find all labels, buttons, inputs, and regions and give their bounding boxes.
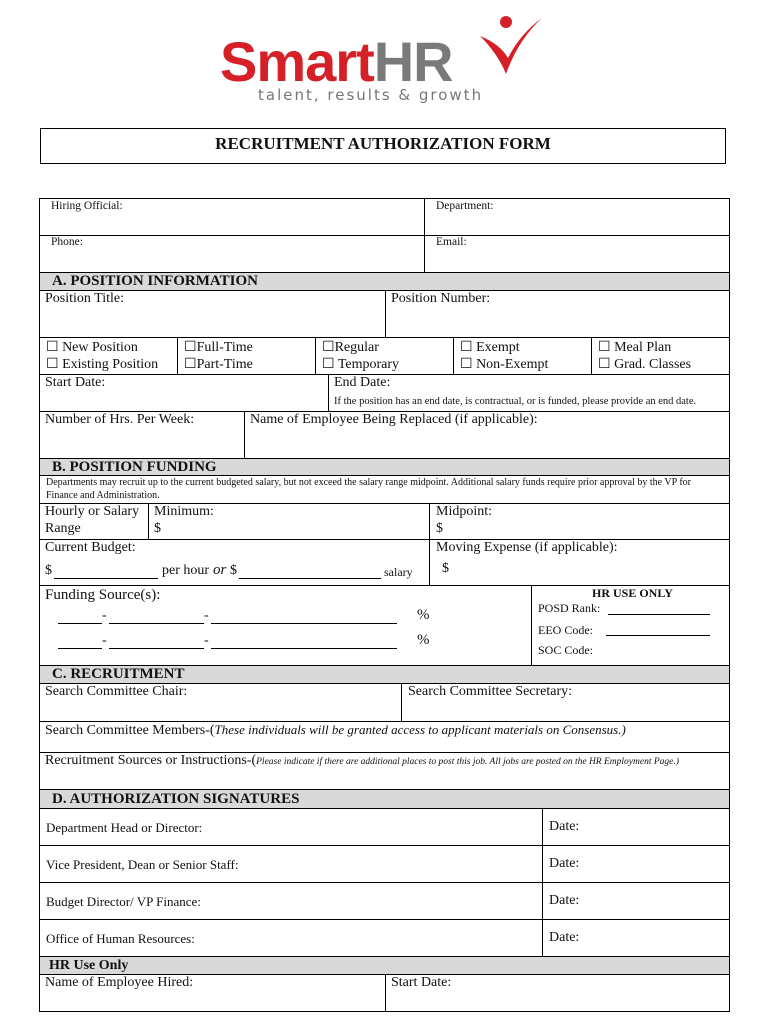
meal-plan-checkbox[interactable]: ☐ Meal Plan [598,339,671,356]
funding-2-part-2[interactable] [109,648,204,649]
email-label: Email: [436,236,467,248]
benefits-group [591,337,730,375]
section-b-header: B. POSITION FUNDING [39,458,730,476]
funding-note: Departments may recruit up to the current budgeted salary, but not exceed the salary range midpoint. Additional salary funds require prior approval by the VP for Finance and Administration. [39,475,730,504]
smarthr-logo [0,14,768,104]
hiring-official-label: Hiring Official: [51,200,123,212]
end-date-note: If the position has an end date, is contractual, or is funded, please provide an end date. [334,396,697,407]
hours-per-week-field[interactable] [39,411,245,459]
email-field[interactable] [424,235,730,273]
committee-secretary-field[interactable] [401,683,730,722]
grad-classes-checkbox[interactable]: ☐ Grad. Classes [598,356,691,373]
funding-1-part-1[interactable] [58,623,102,624]
eeo-code-blank[interactable] [606,635,710,636]
per-hour-blank[interactable] [54,578,158,579]
form-title: RECRUITMENT AUTHORIZATION FORM [40,128,726,164]
hire-start-date-field[interactable] [385,974,730,1012]
position-title-label: Position Title: [45,291,124,306]
posd-rank-blank[interactable] [608,614,710,615]
signature-budget-director[interactable]: Budget Director/ VP Finance: [39,882,543,920]
logo-swoosh-icon [470,14,550,84]
logo-wordmark: SmartHR [220,30,453,93]
section-c-header: C. RECRUITMENT [39,665,730,684]
signature-department-head[interactable]: Department Head or Director: [39,808,543,846]
signature-vice-president[interactable]: Vice President, Dean or Senior Staff: [39,845,543,883]
current-budget-label: Current Budget: [45,540,136,555]
department-field[interactable] [424,198,730,236]
funding-sources-label: Funding Source(s): [45,587,161,603]
funding-1-part-3[interactable] [211,623,397,624]
committee-members-label: Search Committee Members-(These individuals will be granted access to applicant materials on Consensus.) [45,722,626,738]
employee-hired-field[interactable] [39,974,386,1012]
position-type-group [39,337,178,375]
employment-type-group [315,337,454,375]
section-a-header: A. POSITION INFORMATION [39,272,730,291]
funding-2-part-1[interactable] [58,648,102,649]
hourly-salary-range-label: Hourly or Salary Range [39,503,149,540]
moving-expense-field[interactable]: Moving Expense (if applicable): $ [429,539,730,586]
signature-human-resources[interactable]: Office of Human Resources: [39,919,543,957]
start-date-label: Start Date: [45,375,106,390]
new-position-checkbox[interactable]: ☐ New Position [46,339,138,356]
moving-expense-label: Moving Expense (if applicable): [436,540,618,555]
midpoint-label: Midpoint: [436,504,493,519]
full-time-checkbox[interactable]: ☐ Full-Time [184,339,253,356]
hiring-official-field[interactable] [39,198,425,236]
department-label: Department: [436,200,494,212]
non-exempt-checkbox[interactable]: ☐ Non-Exempt [460,356,548,373]
funding-sources-field[interactable]: Funding Source(s): - - % - - % [39,585,532,666]
section-d-header: D. AUTHORIZATION SIGNATURES [39,789,730,809]
hours-per-week-label: Number of Hrs. Per Week: [45,412,195,427]
recruitment-sources-field[interactable] [39,752,730,790]
employee-hired-label: Name of Employee Hired: [45,975,194,990]
end-date-label: End Date: [334,375,391,390]
exempt-checkbox[interactable]: ☐ Exempt [460,339,520,356]
funding-1-part-2[interactable] [109,623,204,624]
start-date-field[interactable] [39,374,329,412]
existing-position-checkbox[interactable]: ☐ Existing Position [46,356,158,373]
phone-field[interactable] [39,235,425,273]
minimum-label: Minimum: [154,504,214,519]
end-date-field[interactable] [328,374,730,412]
committee-chair-field[interactable] [39,683,402,722]
position-title-field[interactable] [39,290,386,338]
position-number-field[interactable] [385,290,730,338]
minimum-field[interactable]: Minimum: $ [148,503,430,540]
hr-use-only-label: HR USE ONLY [592,586,673,600]
phone-label: Phone: [51,236,83,248]
hr-use-header: HR Use Only [39,956,730,975]
midpoint-field[interactable]: Midpoint: $ [429,503,730,540]
date-human-resources[interactable]: Date: [542,919,730,957]
hire-start-date-label: Start Date: [391,975,452,990]
committee-secretary-label: Search Committee Secretary: [408,684,573,699]
logo-tagline: talent, results & growth [258,86,484,104]
date-budget-director[interactable]: Date: [542,882,730,920]
committee-chair-label: Search Committee Chair: [45,684,188,699]
funding-2-part-3[interactable] [211,648,397,649]
date-vice-president[interactable]: Date: [542,845,730,883]
current-budget-field[interactable]: Current Budget: $ per hour or $ salary [39,539,430,586]
committee-members-field[interactable] [39,721,730,753]
employee-replaced-label: Name of Employee Being Replaced (if applicable): [250,412,538,427]
recruitment-sources-label: Recruitment Sources or Instructions-(Please indicate if there are additional places to post this job. All jobs are posted on the HR Employment Page.) [45,753,679,768]
position-number-label: Position Number: [391,291,491,306]
hr-use-only-box: HR USE ONLY POSD Rank: EEO Code: SOC Code: [531,585,730,666]
time-type-group [177,337,316,375]
regular-checkbox[interactable]: ☐ Regular [322,339,379,356]
exempt-group [453,337,592,375]
employee-replaced-field[interactable] [244,411,730,459]
salary-blank[interactable] [239,578,381,579]
part-time-checkbox[interactable]: ☐ Part-Time [184,356,253,373]
date-department-head[interactable]: Date: [542,808,730,846]
temporary-checkbox[interactable]: ☐ Temporary [322,356,399,373]
